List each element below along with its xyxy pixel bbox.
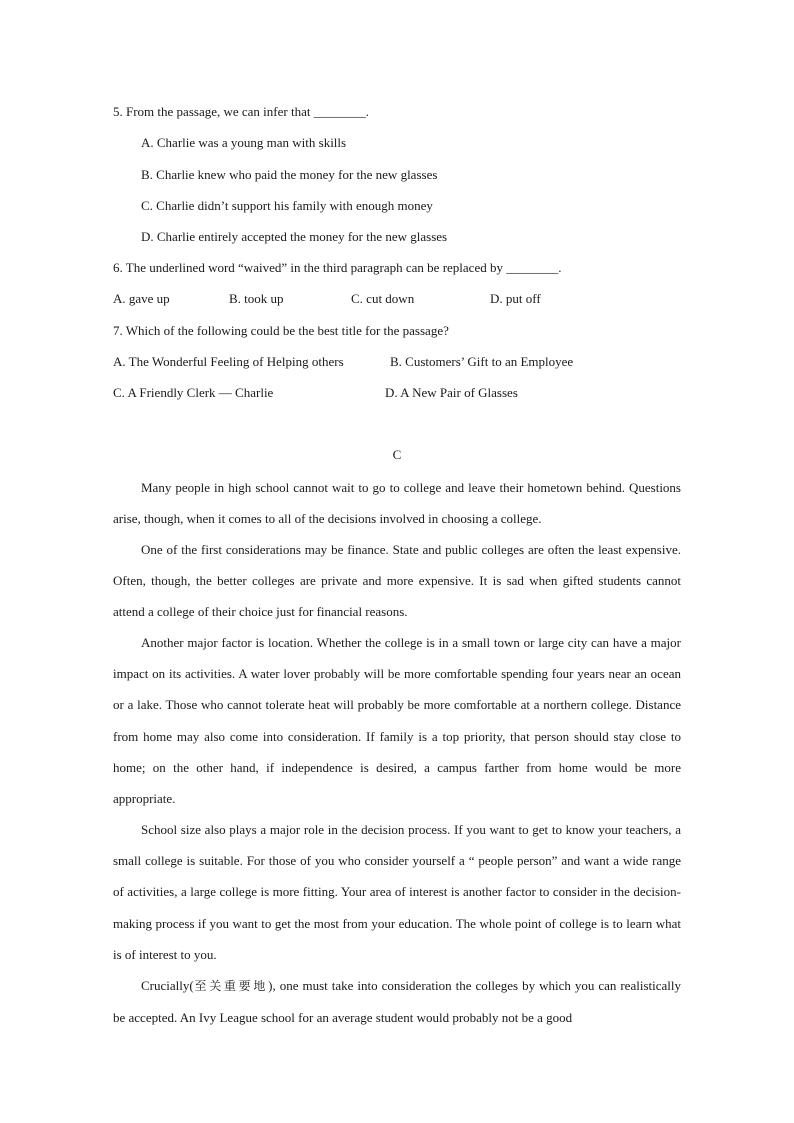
question-5-option-c: C. Charlie didn’t support his family with enough money <box>141 198 433 213</box>
passage-paragraph-1: Many people in high school cannot wait to go to college and leave their hometown behind. Questions arise, though, when it comes to all of the decisions involved in choosing a college. <box>113 480 681 527</box>
passage-paragraph-4: School size also plays a major role in the decision process. If you want to get to know your teachers, a small college is suitable. For those of you who consider yourself a “ people person” and want a wide range of activities, a large college is more fitting. Your area of interest is another factor to consider in the decision-making process if you want to get the most from your education. The whole point of college is to learn what is of interest to you. <box>113 822 681 962</box>
question-6-option-b: B. took up <box>229 291 284 306</box>
chinese-gloss: 至关重要地 <box>193 979 269 993</box>
question-6-options <box>113 291 683 307</box>
crucially-word: Crucially( <box>141 978 194 993</box>
passage-paragraph-5 <box>113 970 681 1033</box>
question-7-stem: 7. Which of the following could be the best title for the passage? <box>113 323 449 338</box>
section-c-heading: C <box>392 447 402 462</box>
question-7-option-c: C. A Friendly Clerk — Charlie <box>113 385 274 400</box>
question-7-options-row-2 <box>113 385 683 401</box>
passage-paragraph-3: Another major factor is location. Whether the college is in a small town or large city can have a major impact on its activities. A water lover probably will be more comfortable spending four years near an ocean or a lake. Those who cannot tolerate heat will probably be more comfortable at a northern college. Distance from home may also come into consideration. If family is a top priority, that person should stay close to home; on the other hand, if independence is desired, a campus farther from home would be more appropriate. <box>113 635 681 807</box>
question-7-option-d: D. A New Pair of Glasses <box>385 385 518 400</box>
question-6-option-d: D. put off <box>490 291 541 306</box>
question-7-options-row-1 <box>113 354 683 370</box>
paragraph-5-text: ), one must take into consideration the colleges by which you can realistically be accepted. An Ivy League school for an average student would probably not be a good <box>113 978 681 1026</box>
passage-paragraph-2: One of the first considerations may be finance. State and public colleges are often the least expensive. Often, though, the better colleges are private and more expensive. It is sad when gifted students cannot attend a college of their choice just for financial reasons. <box>113 542 681 620</box>
question-5-option-a: A. Charlie was a young man with skills <box>141 135 347 150</box>
question-7-option-a: A. The Wonderful Feeling of Helping others <box>113 354 344 369</box>
question-5-stem: 5. From the passage, we can infer that ________. <box>113 104 369 119</box>
question-6-option-c: C. cut down <box>351 291 415 306</box>
question-5-option-d: D. Charlie entirely accepted the money for the new glasses <box>141 229 448 244</box>
question-6-option-a: A. gave up <box>113 291 170 306</box>
question-7-option-b: B. Customers’ Gift to an Employee <box>390 354 574 369</box>
question-6-stem: 6. The underlined word “waived” in the third paragraph can be replaced by ________. <box>113 260 562 275</box>
question-5-option-b: B. Charlie knew who paid the money for the new glasses <box>141 167 438 182</box>
